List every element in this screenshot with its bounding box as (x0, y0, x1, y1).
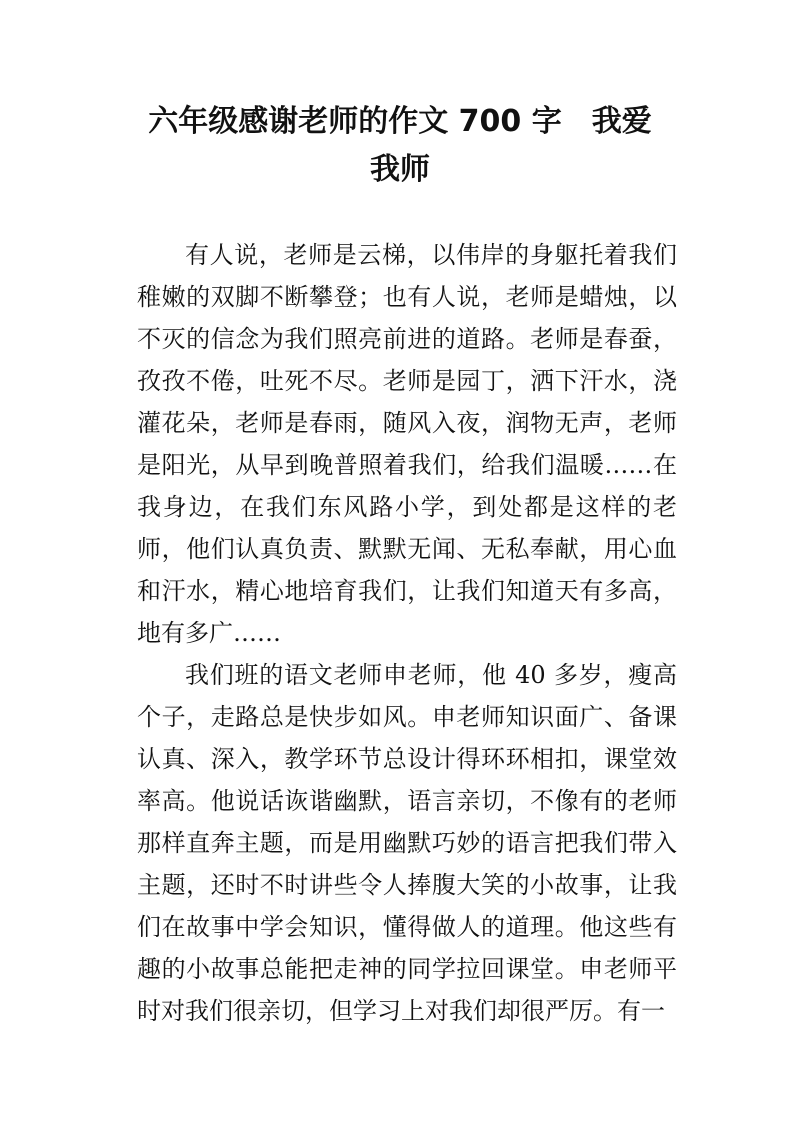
paragraph-1: 有人说，老师是云梯，以伟岸的身躯托着我们稚嫩的双脚不断攀登；也有人说，老师是蜡烛，以不灭的信念为我们照亮前进的道路。老师是春蚕，孜孜不倦，吐死不尽。老师是园丁，洒下汗水，浇灌花朵，老师是春雨，随风入夜，润物无声，老师是阳光，从早到晚普照着我们，给我们温暖……在我身边，在我们东风路小学，到处都是这样的老师，他们认真负责、默默无闻、无私奉献，用心血和汗水，精心地培育我们，让我们知道天有多高，地有多广…… (137, 241, 677, 647)
title-line-2-part-1: 我爱 (591, 104, 652, 139)
title-line-2-part-2: 我师 (370, 152, 430, 187)
paragraph-2: 我们班的语文老师申老师，他 40 多岁，瘦高个子，走路总是快步如风。申老师知识面广、备课认真、深入，教学环节总设计得环环相扣，课堂效率高。他说话诙谐幽默，语言亲切，不像有的老师那样直奔主题，而是用幽默巧妙的语言把我们带入主题，还时不时讲些令人捧腹大笑的小故事，让我们在故事中学会知识，懂得做人的道理。他这些有趣的小故事总能把走神的同学拉回课堂。申老师平时对我们很亲切，但学习上对我们却很严厉。有一 (137, 661, 677, 1025)
document-body (137, 234, 677, 1032)
document-title (100, 98, 700, 194)
title-line-1: 六年级感谢老师的作文 700 字 (148, 104, 562, 139)
